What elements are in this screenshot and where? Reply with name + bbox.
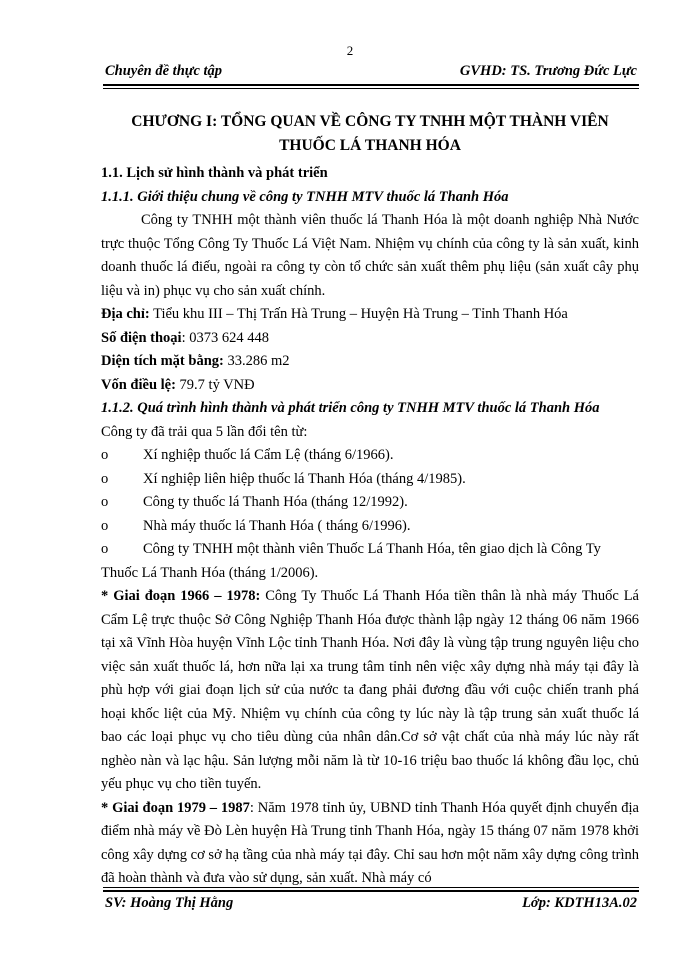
address-value: Tiểu khu III – Thị Trấn Hà Trung – Huyện Hà Trung – Tỉnh Thanh Hóa <box>149 306 568 322</box>
page-header <box>103 60 639 84</box>
capital-value: 79.7 tỷ VNĐ <box>175 376 255 393</box>
stage-1966-1978-text: Công Ty Thuốc Lá Thanh Hóa tiền thân là nhà máy Thuốc Lá Cẩm Lệ trực thuộc Sở Công Nghiệp Thanh Hóa được thành lập ngày 12 tháng 06 năm 1966 tại xã Vĩnh Hòa huyện Vĩnh Lộc tỉnh Thanh Hóa. Nơi đây là vùng tập trung nguyên liệu cho việc sản xuất thuốc lá, hơn nữa lại xa trung tâm tỉnh nên việc xây dựng nhà máy tại đây là phù hợp với giai đoạn lịch sử của nước ta đang phải đương đầu với cuộc chiến tranh phá hoại khốc liệt của Mỹ. Nhiệm vụ chính của công ty lúc này là tập trung sản xuất thuốc lá bao các loại phục vụ cho tiêu dùng của nhân dân.Cơ sở vật chất của nhà máy lúc này rất nghèo nàn và lạc hậu. Sản lượng mỗi năm là từ 10-16 triệu bao thuốc lá không đầu lọc, chủ yếu phục vụ cho tiền tuyến. <box>101 588 639 792</box>
bullet-marker: o <box>101 517 109 534</box>
chapter-title <box>101 110 639 158</box>
stage-1979-1987-text: : Năm 1978 tỉnh ủy, UBND tỉnh Thanh Hóa quyết định chuyển địa điểm nhà máy về Đò Lèn huyện Hà Trung tỉnh Thanh Hóa, ngày 15 tháng 07 năm 1978 khởi công xây dựng cơ sở hạ tầng của nhà máy tại đây. Chỉ sau hơn một năm xây dựng công trình đã hoàn thành và đưa vào sử dụng, sản xuất. Nhà máy có <box>101 799 639 886</box>
footer-student: SV: Hoàng Thị Hằng <box>105 895 234 911</box>
bullet-marker: o <box>101 494 109 510</box>
address-line <box>101 303 639 327</box>
header-rule-thick <box>103 84 639 86</box>
address-label: Địa chỉ: <box>101 306 150 322</box>
header-topic: Chuyên đề thực tập <box>105 63 223 79</box>
section-heading-1-1-1: 1.1.1. Giới thiệu chung về công ty TNHH MTV thuốc lá Thanh Hóa <box>101 188 509 205</box>
chapter-title-line2: THUỐC LÁ THANH HÓA <box>279 137 461 154</box>
chapter-title-line1: CHƯƠNG I: TỔNG QUAN VỀ CÔNG TY TNHH MỘT THÀNH VIÊN <box>131 113 609 130</box>
area-value: 33.286 m2 <box>223 353 290 369</box>
section-heading-1-1-2: 1.1.2. Quá trình hình thành và phát triển công ty TNHH MTV thuốc lá Thanh Hóa <box>101 400 600 416</box>
list-item-text: Công ty TNHH một thành viên Thuốc Lá Thanh Hóa, tên giao dịch là Công Ty <box>143 541 601 557</box>
bullet-marker: o <box>101 470 109 487</box>
document-body <box>101 110 639 891</box>
bullet-marker: o <box>101 541 109 557</box>
area-label: Diện tích mặt bằng: <box>101 353 224 369</box>
stage-1966-1978-label: * Giai đoạn 1966 – 1978: <box>101 588 261 604</box>
list-item-text: Xí nghiệp liên hiệp thuốc lá Thanh Hóa (tháng 4/1985). <box>143 470 466 487</box>
header-supervisor: GVHD: TS. Trương Đức Lực <box>459 63 637 79</box>
footer-rule-thin <box>103 887 639 888</box>
list-item-text: Xí nghiệp thuốc lá Cẩm Lệ (tháng 6/1966). <box>143 447 394 463</box>
list-item <box>101 515 639 539</box>
stage-1966-1978-paragraph <box>101 585 639 797</box>
list-item <box>101 444 639 468</box>
list-item-text: Nhà máy thuốc lá Thanh Hóa ( tháng 6/1996). <box>143 517 411 534</box>
header-rule-thin <box>103 88 639 89</box>
intro-paragraph: Công ty TNHH một thành viên thuốc lá Thanh Hóa là một doanh nghiệp Nhà Nước trực thuộc Tổng Công Ty Thuốc Lá Việt Nam. Nhiệm vụ chính của công ty là sản xuất, kinh doanh thuốc lá điếu, ngoài ra công ty còn tổ chức sản xuất thêm phụ liệu (sản xuất cây phụ liệu và in) phục vụ cho sản xuất chính. <box>101 212 639 299</box>
list-item <box>101 491 639 515</box>
area-line <box>101 350 639 374</box>
phone-line <box>101 327 639 351</box>
rename-intro: Công ty đã trải qua 5 lần đổi tên từ: <box>101 423 308 440</box>
phone-value: : 0373 624 448 <box>181 329 269 346</box>
capital-line <box>101 374 639 398</box>
list-item <box>101 538 639 562</box>
stage-1979-1987-label: * Giai đoạn 1979 – 1987 <box>101 799 250 816</box>
phone-label: Số điện thoại <box>101 329 182 346</box>
list-item-continuation: Thuốc Lá Thanh Hóa (tháng 1/2006). <box>101 564 319 581</box>
bullet-marker: o <box>101 447 109 463</box>
footer-class: Lớp: KDTH13A.02 <box>522 895 637 911</box>
section-heading-1-1: 1.1. Lịch sử hình thành và phát triển <box>101 165 328 181</box>
stage-1979-1987-paragraph <box>101 797 639 891</box>
footer-rule-thick <box>103 890 639 892</box>
list-item <box>101 468 639 492</box>
page-number: 2 <box>346 43 354 58</box>
list-item-text: Công ty thuốc lá Thanh Hóa (tháng 12/1992). <box>143 494 408 510</box>
capital-label: Vốn điều lệ: <box>101 376 176 393</box>
